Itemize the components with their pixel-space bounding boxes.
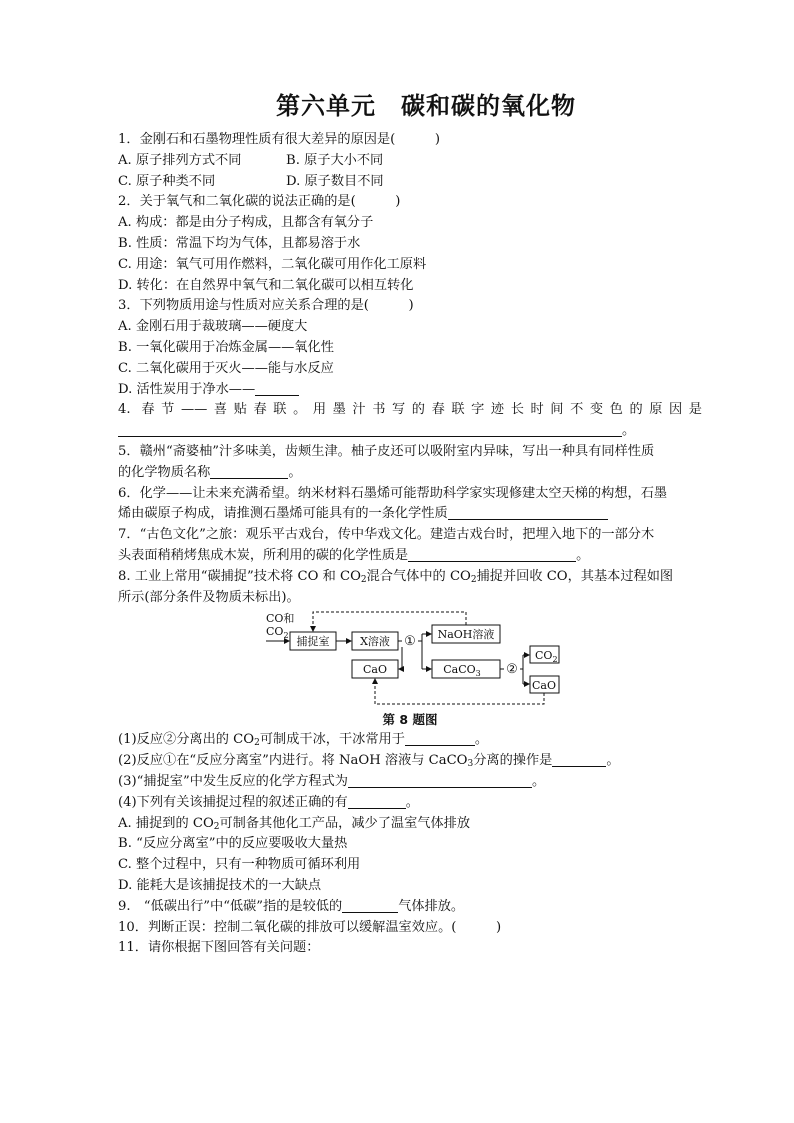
carbon-capture-flow-diagram: [262, 608, 562, 710]
capture-chamber-label: 捕捉室: [296, 635, 330, 649]
reaction-marker-1: ①: [404, 634, 416, 650]
q8-sub2: [118, 751, 702, 772]
q8-sub1-part-b: 可制成干冰，干冰常用于: [259, 732, 405, 748]
q8-sub1: [118, 730, 702, 751]
q1-options-ab: [118, 151, 702, 172]
q8-sub4: [118, 793, 702, 814]
caco3-label: CaCO$_3$: [443, 663, 481, 679]
page-title: 第六单元 碳和碳的氧化物: [276, 92, 576, 120]
q9-text-a: 9. “低碳出行”中“低碳”指的是较低的: [118, 898, 343, 914]
x-solution-label: X溶液: [360, 635, 390, 649]
q8-sub4-end: 。: [405, 794, 419, 810]
naoh-solution-label: NaOH溶液: [437, 628, 495, 642]
q8-line2: 所示(部分条件及物质未标出)。: [118, 589, 300, 605]
q8-sub3-answer-blank[interactable]: [348, 773, 532, 788]
q4-answer-blank[interactable]: [118, 422, 622, 437]
cao-product-label: CaO: [532, 679, 556, 693]
q10-line: 10．判断正误：控制二氧化碳的排放可以缓解温室效应。( ): [118, 919, 502, 935]
q8-line1-part-a: 8. 工业上常用“碳捕捉”技术将 CO 和 CO: [118, 568, 361, 584]
q8-option-a-part-a: A. 捕捉到的 CO: [118, 815, 214, 831]
input-gas-label-line1: CO和: [266, 612, 295, 626]
reaction-marker-2: ②: [506, 662, 518, 678]
q8-line1: [118, 567, 702, 588]
q8-option-c: C. 整个过程中，只有一种物质可循环利用: [118, 857, 361, 873]
q8-sub3: [118, 772, 702, 793]
q8-sub4-text: (4)下列有关该捕捉过程的叙述正确的有: [118, 794, 348, 810]
q8-sub2-subscript: 3: [467, 759, 474, 770]
q5-line2: [118, 463, 702, 484]
q1-option-a: A. 原子排列方式不同: [118, 152, 242, 168]
q8-line1-part-b: 混合气体中的 CO: [366, 568, 471, 584]
q4-end: 。: [622, 423, 636, 439]
q8-option-a-part-b: 可制备其他化工产品，减少了温室气体排放: [219, 815, 471, 831]
q2-option-a: A. 构成：都是由分子构成，且都含有氧分子: [118, 215, 374, 231]
q7-end: 。: [576, 547, 590, 563]
q4-line2: [118, 421, 702, 442]
input-gas-label-line2: $CO_2$: [266, 625, 289, 641]
q2-option-c: C. 用途：氧气可用作燃料，二氧化碳可用作化工原料: [118, 256, 427, 272]
q8-sub2-answer-blank[interactable]: [552, 752, 606, 767]
q8-sub4-answer-blank[interactable]: [348, 794, 406, 809]
q1-stem: 1．金刚石和石墨物理性质有很大差异的原因是( ): [118, 132, 440, 147]
q8-diagram: [118, 608, 702, 710]
q8-option-b: B. “反应分离室”中的反应要吸收大量热: [118, 836, 348, 852]
q6-line2-text: 烯由碳原子构成，请推测石墨烯可能具有的一条化学性质: [118, 506, 448, 522]
q8-sub3-end: 。: [531, 773, 546, 789]
q3-option-d: [118, 380, 702, 401]
q6-line1: 6．化学——让未来充满希望。纳米材料石墨烯可能帮助科学家实现修建太空天梯的构想，石墨: [118, 485, 668, 501]
q8-option-d: D. 能耗大是该捕捉技术的一大缺点: [118, 877, 322, 893]
q8-line1-sub1: 2: [360, 574, 367, 585]
q1-options-cd: [118, 172, 702, 193]
q3-answer-blank[interactable]: [255, 381, 299, 396]
q11-line: 11．请你根据下图回答有关问题：: [118, 940, 320, 956]
q8-figure-caption: 第 8 题图: [382, 712, 438, 728]
q8-sub2-part-b: 分离的操作是: [473, 753, 553, 769]
q3-option-c: C. 二氧化碳用于灭火——能与水反应: [118, 360, 334, 376]
q1-option-c: C. 原子种类不同: [118, 173, 216, 189]
q5-line2-text: 的化学物质名称: [118, 464, 211, 480]
q8-sub1-part-a: (1)反应②分离出的 CO: [118, 732, 255, 748]
q7-line2: [118, 546, 702, 567]
q2-option-d: D. 转化：在自然界中氧气和二氧化碳可以相互转化: [118, 277, 414, 293]
cao-recycle-dashed-arrow: [375, 679, 544, 704]
co2-product-label: $CO_2$: [535, 649, 558, 665]
q8-sub1-answer-blank[interactable]: [405, 731, 475, 746]
q9-line: [118, 897, 702, 918]
q8-sub2-part-a: (2)反应①在“反应分离室”内进行。将 NaOH 溶液与 CaCO: [118, 753, 468, 769]
q8-sub2-end: 。: [606, 753, 620, 769]
q8-sub1-end: 。: [474, 732, 489, 748]
q3-option-a: A. 金刚石用于裁玻璃——硬度大: [118, 319, 308, 335]
q8-option-a-subscript: 2: [213, 821, 220, 832]
q3-option-d-text: D. 活性炭用于净水——: [118, 381, 256, 397]
q3-stem: 3．下列物质用途与性质对应关系合理的是( ): [118, 298, 414, 314]
q6-line2: [118, 504, 702, 525]
q9-answer-blank[interactable]: [342, 898, 398, 913]
q9-text-b: 气体排放。: [398, 898, 465, 914]
q8-sub1-subscript: 2: [254, 738, 260, 749]
q8-option-a: [118, 814, 702, 835]
q5-line1: 5．赣州“斋婆柚”汁多味美，齿颊生津。柚子皮还可以吸附室内异味，写出一种具有同样性质: [118, 443, 655, 459]
q7-line1: 7．“古色文化”之旅：观乐平古戏台，传中华戏文化。建造古戏台时，把埋入地下的一部分木: [118, 527, 655, 543]
q5-end: 。: [288, 464, 302, 480]
q7-line2-text: 头表面稍稍烤焦成木炭，所利用的碳的化学性质是: [118, 547, 409, 563]
q4-line1: 4. 春节——喜贴春联。用墨汁书写的春联字迹长时间不变色的原因是: [118, 402, 702, 418]
q8-line1-part-c: 捕捉并回收 CO，其基本过程如图: [476, 568, 674, 584]
q3-option-b: B. 一氧化碳用于冶炼金属——氧化性: [118, 339, 334, 355]
q2-stem: 2．关于氧气和二氧化碳的说法正确的是( ): [118, 194, 401, 210]
q8-line1-sub2: 2: [470, 574, 477, 585]
cao-label: CaO: [363, 663, 387, 677]
q6-answer-blank[interactable]: [448, 505, 608, 520]
q5-answer-blank[interactable]: [210, 464, 288, 479]
question-list: [118, 130, 702, 959]
q1-option-b: B. 原子大小不同: [286, 152, 384, 168]
q8-sub3-text: (3)“捕捉室”中发生反应的化学方程式为: [118, 773, 348, 789]
q1-option-d: D. 原子数目不同: [286, 173, 384, 189]
q2-option-b: B. 性质：常温下均为气体，且都易溶于水: [118, 235, 361, 251]
q7-answer-blank[interactable]: [408, 547, 576, 562]
